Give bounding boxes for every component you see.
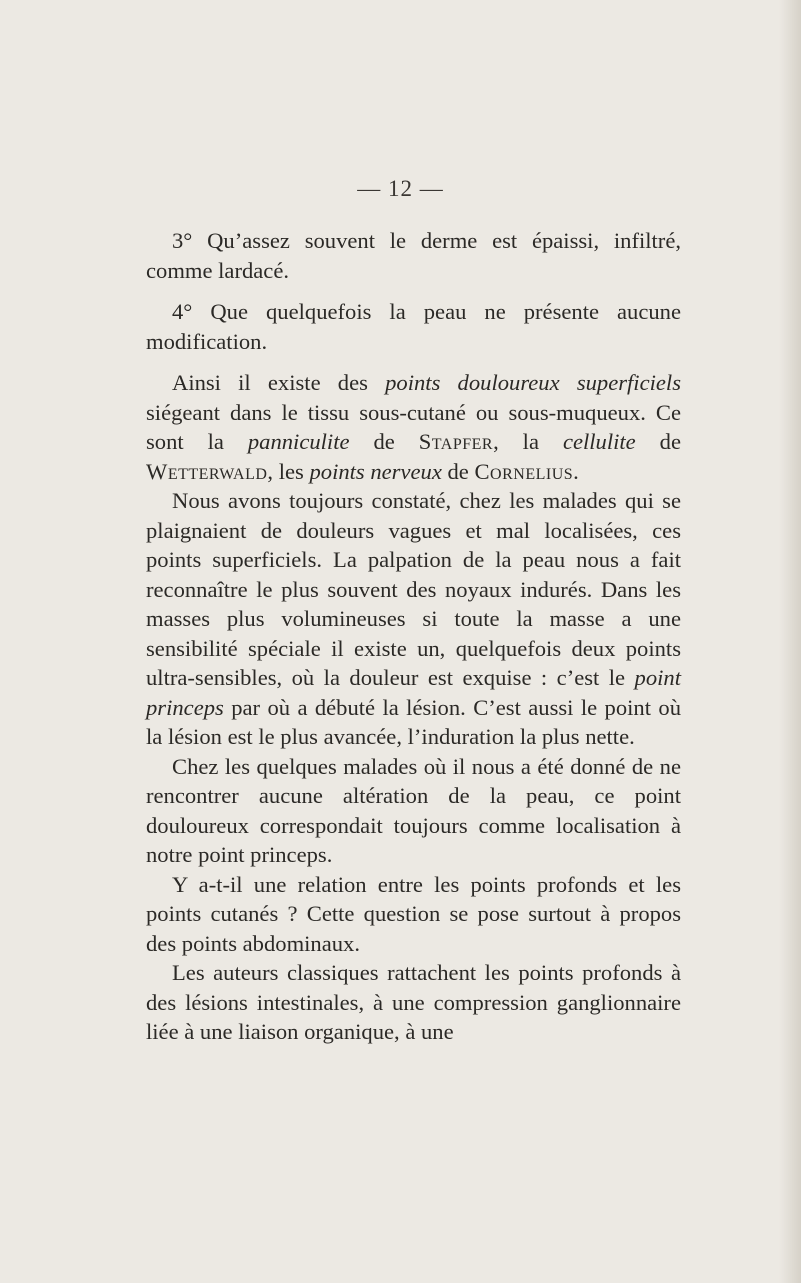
paragraph-item-4: 4° Que quelquefois la peau ne présente aucune modification.	[146, 299, 681, 354]
italic-term: cellulite	[562, 429, 636, 454]
text-run: Nous avons toujours constaté, chez les malades qui se plaignaient de douleurs vagues et mal localisées, ces points superficiels. La palpation de la peau nous a fait reconnaître le plus souvent des noyaux indurés. Dans les masses plus volumineuses si toute la masse a une sensibilité spéciale il existe un, quelquefois deux points ultra-sensibles, où la douleur est exquise : c’est le	[146, 488, 681, 690]
page-number: — 12 —	[357, 176, 444, 201]
italic-term: panniculite	[247, 429, 350, 454]
paragraph-item-3: 3° Qu’assez souvent le derme est épaissi, infiltré, comme lardacé.	[146, 228, 681, 283]
paragraph-question: Y a-t-il une relation entre les points profonds et les points cutanés ? Cette question se pose surtout à propos des points abdominaux.	[146, 871, 681, 956]
italic-term: point princeps	[146, 665, 681, 720]
text-run: Ainsi il existe des	[172, 370, 386, 395]
author-name: Wetterwald	[146, 458, 268, 484]
text-run: de	[635, 429, 681, 454]
paragraph-classical-authors: Les auteurs classiques rattachent les points profonds à des lésions intestinales, à une compression ganglionnaire liée à une liaison organique, à une	[146, 960, 681, 1044]
italic-term: points douloureux superficiels	[385, 370, 681, 395]
author-name: Stapfer	[418, 429, 494, 454]
author-name: Cornelius	[474, 458, 574, 484]
text-run: , les	[267, 458, 310, 484]
text-run: , la	[493, 429, 563, 454]
italic-term: points nerveux	[309, 458, 442, 484]
text-run: de	[441, 458, 475, 484]
text-run: de	[349, 429, 419, 454]
paragraph-superficial-points	[146, 368, 681, 486]
body-text	[146, 226, 681, 1047]
text-run: .	[573, 458, 579, 484]
paragraph-observations	[146, 486, 681, 752]
text-run: par où a débuté la lésion. C’est aussi le point où la lésion est le plus avancée, l’induration la plus nette.	[146, 694, 681, 749]
text-run: siégeant dans le tissu sous-cutané ou sous-muqueux. Ce sont la	[146, 399, 681, 454]
paragraph-no-skin-alteration: Chez les quelques malades où il nous a été donné de ne rencontrer aucune altération de la peau, ce point douloureux correspondait toujours comme localisation à notre point princeps.	[146, 753, 681, 867]
